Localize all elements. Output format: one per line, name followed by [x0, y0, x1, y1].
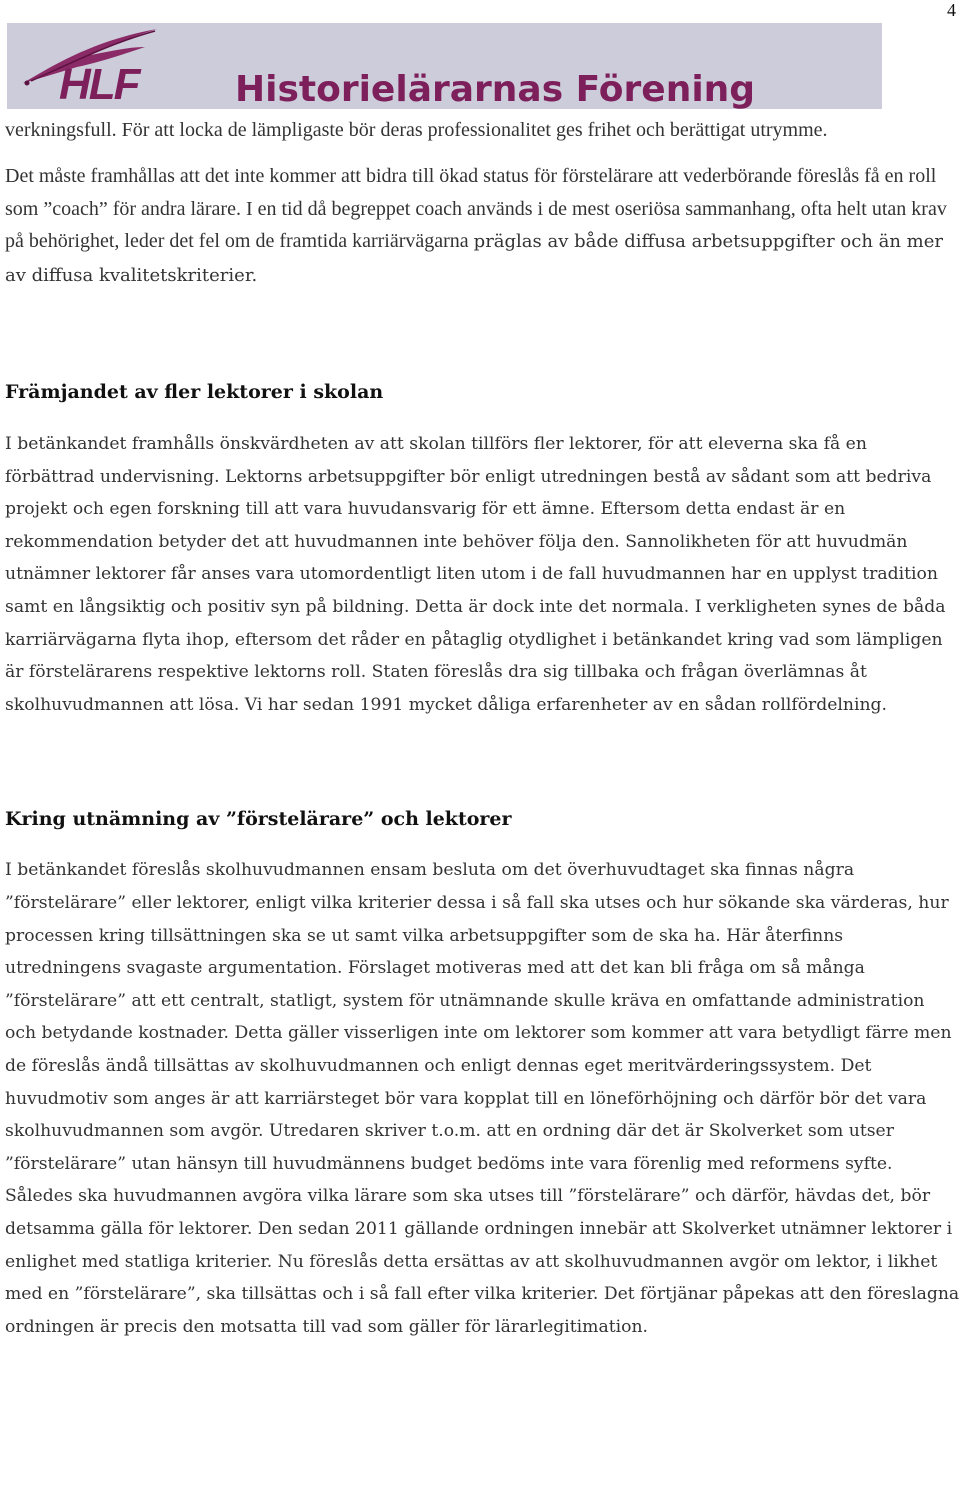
paragraph-coach-end: präglas av både diffusa arbetsuppgifter och än mer av diffusa kvalitetskriterier.	[5, 231, 943, 286]
document-body	[5, 114, 960, 1343]
logo-abbreviation: HLF	[59, 60, 139, 109]
section-heading-utnamning: Kring utnämning av ”förstelärare” och lektorer	[5, 808, 512, 831]
section-text-utnamning: I betänkandet föreslås skolhuvudmannen ensam besluta om det överhuvudtaget ska finnas några ”förstelärare” eller lektorer, enligt vilka kriterier dessa i så fall ska utses och hur sökande ska värderas, hur processen kring tillsättningen ska se ut samt vilka arbetsuppgifter som de ska ha. Här återfinns utredningens svagaste argumentation. Förslaget motiveras med att det kan bli fråga om så många ”förstelärare” att ett centralt, statligt, system för utnämnande skulle kräva en omfattande administration och betydande kostnader. Detta gäller visserligen inte om lektorer som kommer att vara betydligt färre men de föreslås ändå tillsättas av skolhuvudmannen och enligt dennas eget meritvärderingssystem. Det huvudmotiv som anges är att karriärsteget bör vara kopplat till en löneförhöjning och därför bör det vara skolhuvudmannen som avgör. Utredaren skriver t.o.m. att en ordning där det är Skolverket som utser ”förstelärare” utan hänsyn till huvudmännens budget bedöms inte vara förenlig med reformens syfte. Således ska huvudmannen avgöra vilka lärare som ska utses till ”förstelärare” och därför, hävdas det, bör detsamma gälla för lektorer. Den sedan 2011 gällande ordningen innebär att Skolverket utnämner lektorer i enlighet med statliga kriterier. Nu föreslås detta ersättas av att skolhuvudmannen avgör om lektor, i likhet med en ”förstelärare”, ska tillsättas och i så fall efter vilka kriterier. Det förtjänar påpekas att den föreslagna ordningen är precis den motsatta till vad som gäller för lärarlegitimation.	[5, 860, 960, 1337]
section-heading-lektorer: Främjandet av fler lektorer i skolan	[5, 381, 384, 404]
paragraph-coach	[5, 160, 960, 292]
paragraph-intro: verkningsfull. För att locka de lämpligaste bör deras professionalitet ges frihet och berättigat utrymme.	[5, 119, 828, 141]
paragraph-coach-start: Det måste framhållas att det inte kommer att bidra till ökad status för förstelärare att vederbörande föreslås få en roll som ”coach” för andra lärare. I en tid då begreppet coach används i de mest oseriösa sammanhang, ofta helt utan krav på behörighet, leder det fel om de framtida karriärvägarna	[5, 165, 947, 253]
organization-name: Historielärarnas Förening	[235, 69, 756, 109]
section-text-lektorer: I betänkandet framhålls önskvärdheten av att skolan tillförs fler lektorer, för att eleverna ska få en förbättrad undervisning. Lektorns arbetsuppgifter bör enligt utredningen bestå av sådant som att bedriva projekt och egen forskning till att vara huvudansvarig för ett ämne. Eftersom detta endast är en rekommendation betyder det att huvudmannen inte behöver följa den. Sannolikheten för att huvudmän utnämner lektorer får anses vara utomordentligt liten utom i de fall huvudmannen har en upplyst tradition samt en långsiktig och positiv syn på bildning. Detta är dock inte det normala. I verkligheten synes de båda karriärvägarna flyta ihop, eftersom det råder en påtaglig otydlighet i betänkandet kring vad som lämpligen är förstelärarens respektive lektorns roll. Staten föreslås dra sig tillbaka och frågan överlämnas åt skolhuvudmannen att lösa. Vi har sedan 1991 mycket dåliga erfarenheter av en sådan rollfördelning.	[5, 434, 946, 715]
header-banner	[7, 23, 882, 109]
page-number: 4	[947, 0, 956, 20]
